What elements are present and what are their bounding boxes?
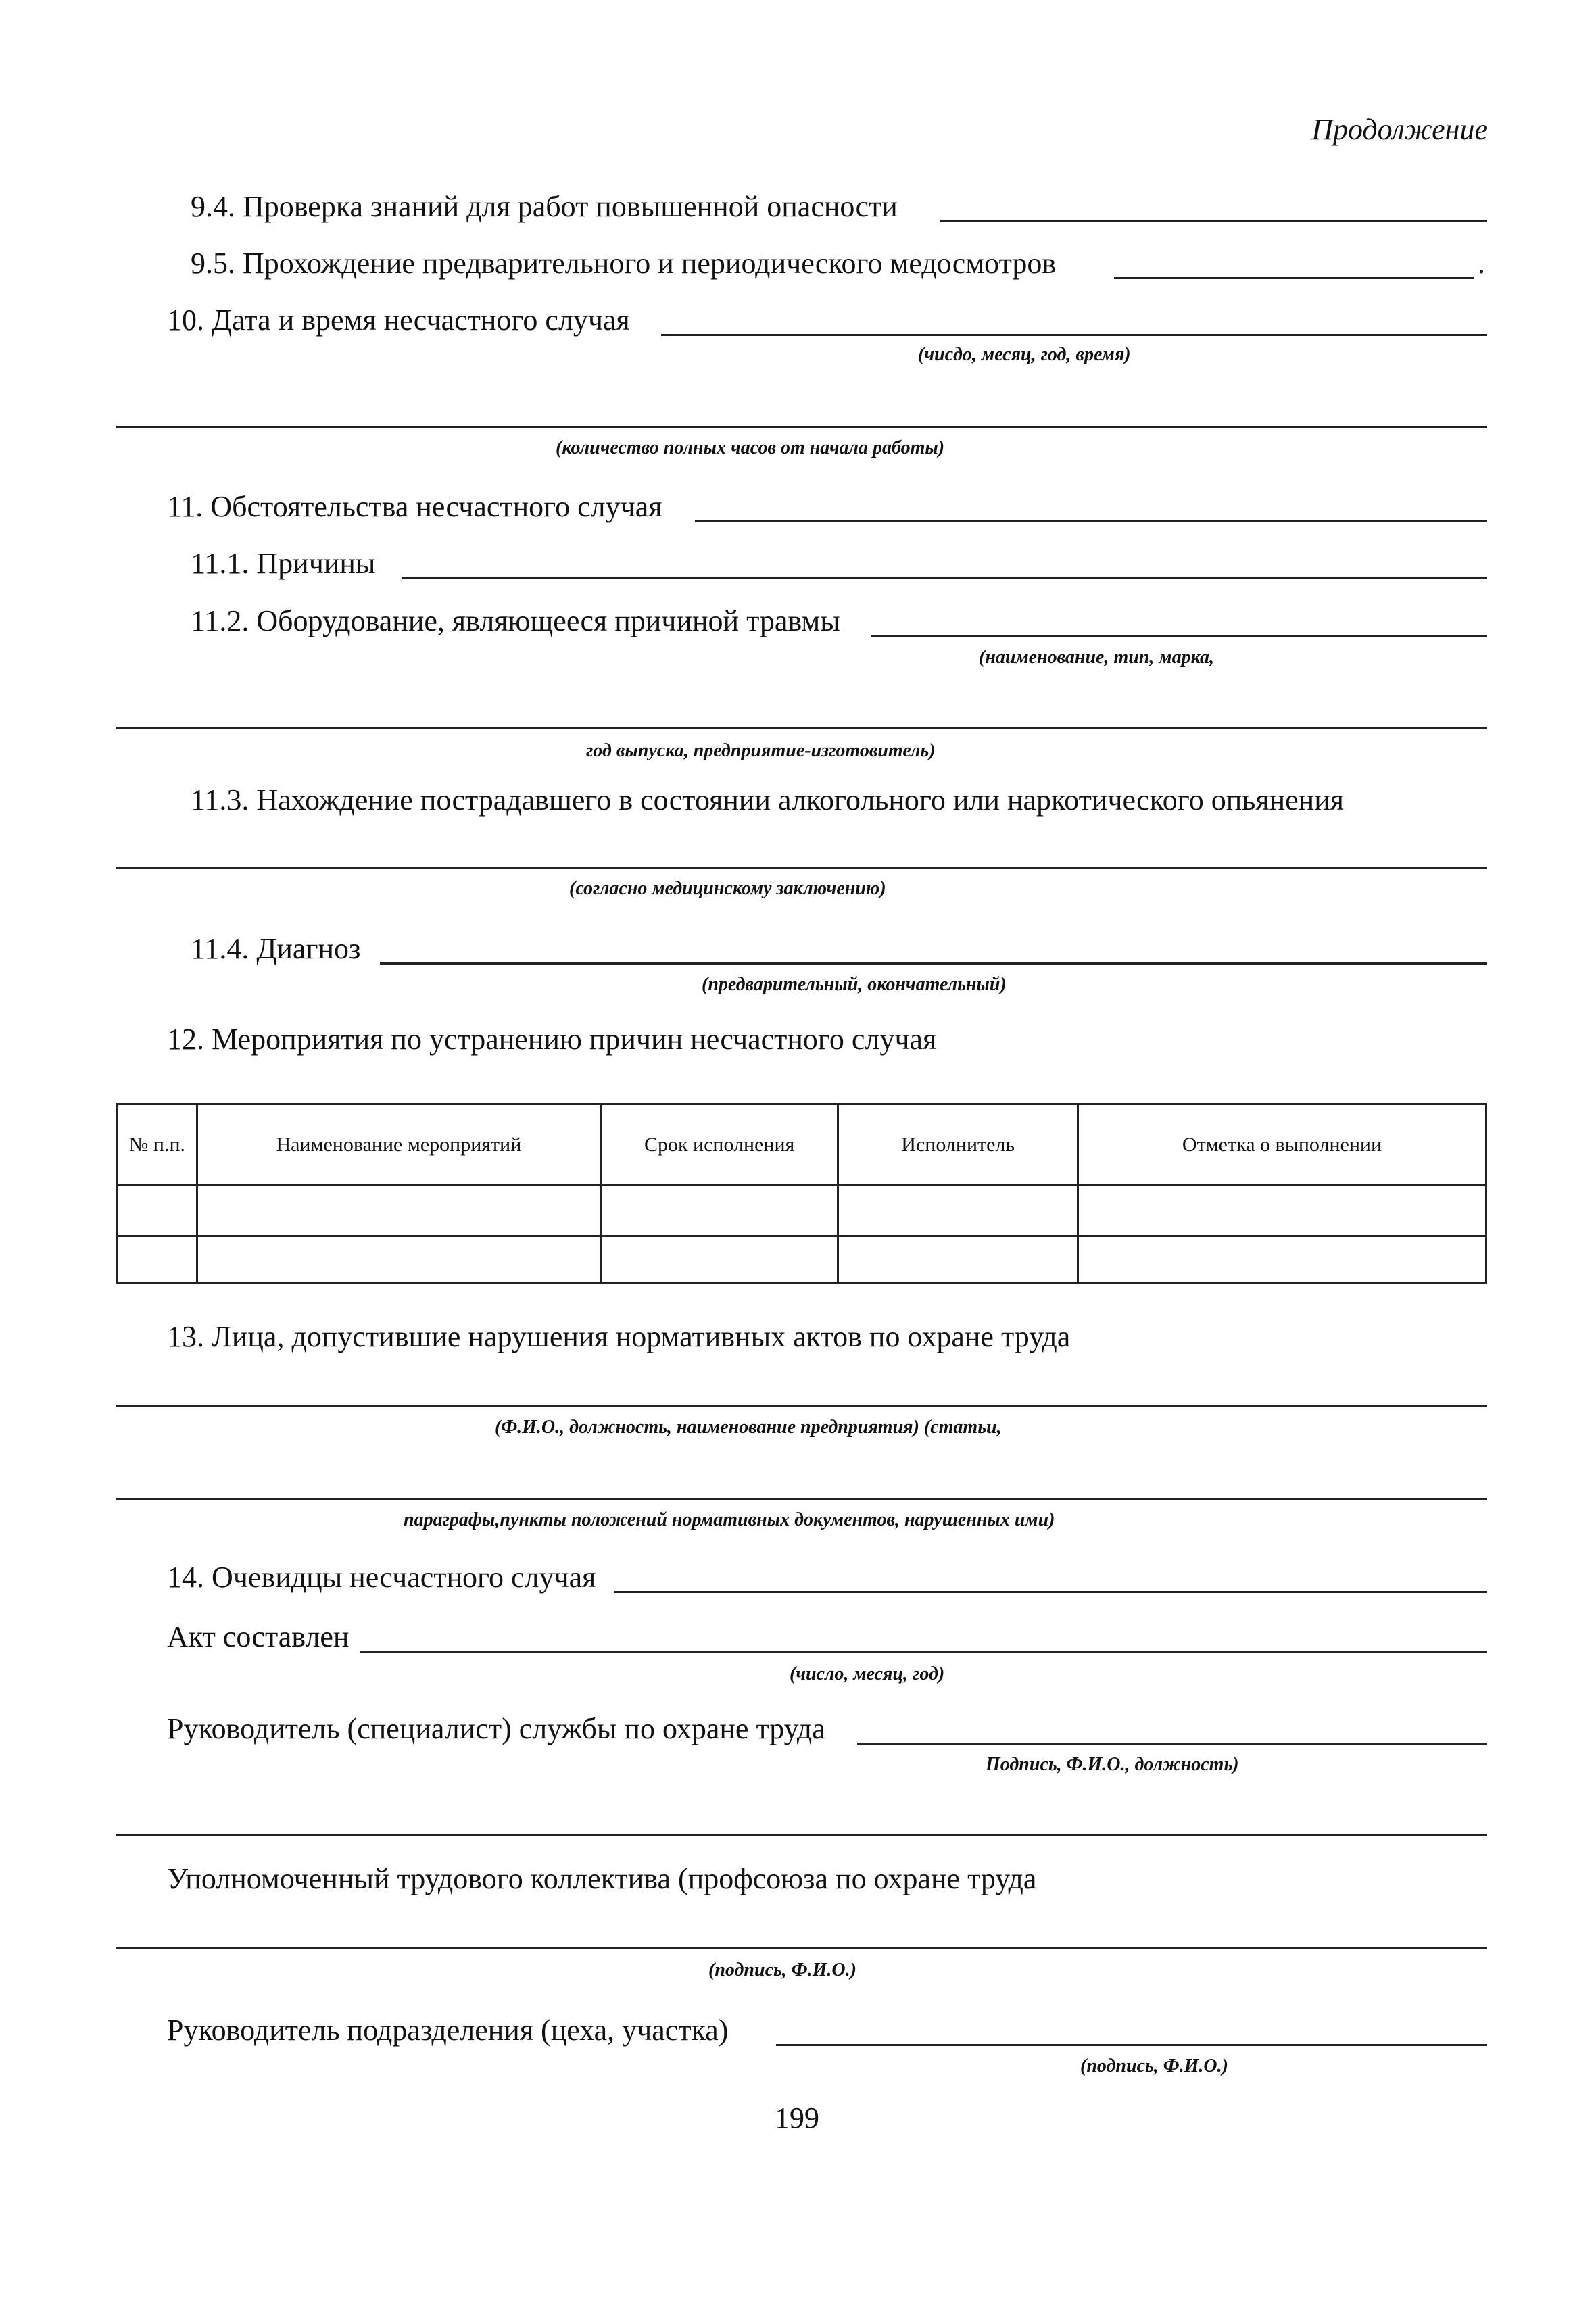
authorized-field[interactable] xyxy=(116,1947,1487,1949)
table-row xyxy=(118,1236,1486,1283)
authorized-caption: (подпись, Ф.И.О.) xyxy=(708,1959,856,1980)
item-11-2-caption: (наименование, тип, марка, xyxy=(979,647,1215,668)
item-11-2-year-field[interactable] xyxy=(116,727,1487,729)
head-division-caption: (подпись, Ф.И.О.) xyxy=(1080,2055,1228,2076)
table-header-measures: Наименование мероприятий xyxy=(197,1104,600,1186)
table-cell[interactable] xyxy=(118,1186,197,1236)
item-10-label: 10. Дата и время несчастного случая xyxy=(167,303,630,337)
item-13-field[interactable] xyxy=(116,1405,1487,1407)
item-11-2-year-caption: год выпуска, предприятие-изготовитель) xyxy=(586,740,936,761)
table-cell[interactable] xyxy=(197,1186,600,1236)
item-11-label: 11. Обстоятельства несчастного случая xyxy=(167,490,662,523)
item-13-articles-field[interactable] xyxy=(116,1498,1487,1500)
act-date-field[interactable] xyxy=(360,1651,1487,1653)
item-11-3-field[interactable] xyxy=(116,867,1487,869)
item-13-caption: (Ф.И.О., должность, наименование предприятия) (статьи, xyxy=(495,1417,1002,1438)
head-safety-field[interactable] xyxy=(857,1743,1487,1745)
table-header-deadline: Срок исполнения xyxy=(600,1104,838,1186)
table-header-executor: Исполнитель xyxy=(838,1104,1078,1186)
item-13-label: 13. Лица, допустившие нарушения нормативных актов по охране труда xyxy=(167,1320,1071,1353)
head-division-field[interactable] xyxy=(776,2044,1487,2046)
table-cell[interactable] xyxy=(197,1236,600,1283)
item-10-caption: (чисдо, месяц, год, время) xyxy=(918,344,1131,365)
item-9-4-field[interactable] xyxy=(940,220,1487,222)
item-10-hours-caption: (количество полных часов от начала работы) xyxy=(556,437,945,458)
item-11-field[interactable] xyxy=(695,520,1487,522)
item-10-field[interactable] xyxy=(661,334,1487,336)
continuation-label: Продолжение xyxy=(1311,113,1488,146)
item-11-1-label: 11.1. Причины xyxy=(191,547,376,580)
item-14-label: 14. Очевидцы несчастного случая xyxy=(167,1561,596,1594)
head-safety-label: Руководитель (специалист) службы по охране труда xyxy=(167,1712,825,1745)
measures-table xyxy=(116,1103,1487,1284)
item-12-label: 12. Мероприятия по устранению причин несчастного случая xyxy=(167,1023,937,1056)
item-9-4-label: 9.4. Проверка знаний для работ повышенной опасности xyxy=(191,190,898,223)
item-11-3-label: 11.3. Нахождение пострадавшего в состоянии алкогольного или наркотического опьянения xyxy=(191,783,1344,817)
head-safety-extra-field[interactable] xyxy=(116,1834,1487,1836)
item-11-2-field[interactable] xyxy=(871,635,1487,637)
table-cell[interactable] xyxy=(1078,1186,1486,1236)
table-row xyxy=(118,1186,1486,1236)
item-9-5-label: 9.5. Прохождение предварительного и периодического медосмотров xyxy=(191,247,1057,280)
table-cell[interactable] xyxy=(600,1186,838,1236)
head-safety-caption: Подпись, Ф.И.О., должность) xyxy=(986,1754,1239,1775)
table-header-completion-mark: Отметка о выполнении xyxy=(1078,1104,1486,1186)
act-date-caption: (число, месяц, год) xyxy=(790,1663,945,1684)
table-cell[interactable] xyxy=(838,1186,1078,1236)
item-9-5-period: . xyxy=(1478,247,1485,280)
head-division-label: Руководитель подразделения (цеха, участка) xyxy=(167,2014,729,2047)
item-9-5-field[interactable] xyxy=(1114,277,1474,279)
act-label: Акт составлен xyxy=(167,1620,349,1653)
table-cell[interactable] xyxy=(838,1236,1078,1283)
item-11-2-label: 11.2. Оборудование, являющееся причиной травмы xyxy=(191,604,840,637)
table-header-row xyxy=(118,1104,1486,1186)
page-number: 199 xyxy=(775,2101,819,2135)
table-header-number: № п.п. xyxy=(118,1104,197,1186)
item-10-hours-field[interactable] xyxy=(116,426,1487,428)
item-11-4-field[interactable] xyxy=(380,962,1487,965)
item-11-4-caption: (предварительный, окончательный) xyxy=(702,974,1007,995)
table-cell[interactable] xyxy=(600,1236,838,1283)
table-cell[interactable] xyxy=(1078,1236,1486,1283)
item-11-3-caption: (согласно медицинскому заключению) xyxy=(569,878,886,899)
item-11-1-field[interactable] xyxy=(402,577,1487,579)
authorized-label: Уполномоченный трудового коллектива (профсоюза по охране труда xyxy=(167,1862,1037,1895)
item-13-articles-caption: параграфы,пункты положений нормативных документов, нарушенных ими) xyxy=(404,1509,1055,1530)
table-cell[interactable] xyxy=(118,1236,197,1283)
item-14-field[interactable] xyxy=(614,1591,1487,1593)
item-11-4-label: 11.4. Диагноз xyxy=(191,932,361,965)
